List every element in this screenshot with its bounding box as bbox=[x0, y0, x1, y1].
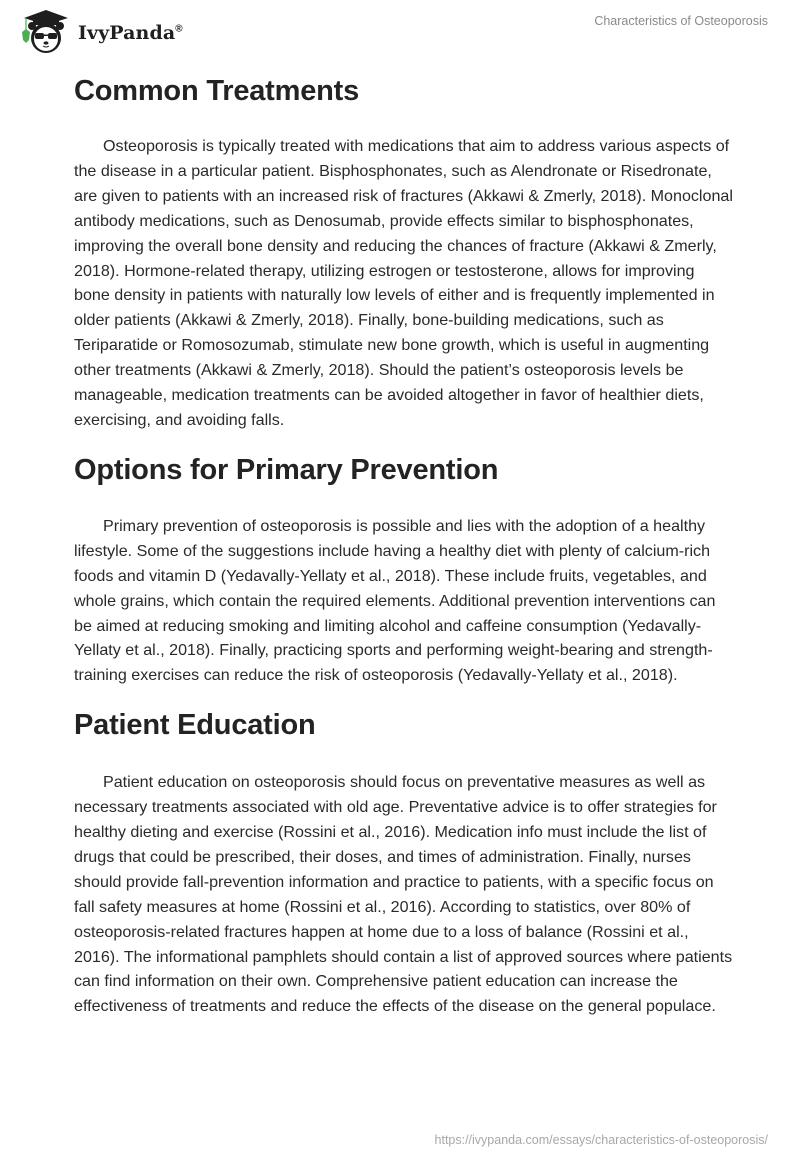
registered-mark: ® bbox=[175, 23, 183, 35]
section-heading: Common Treatments bbox=[74, 75, 360, 107]
page-header bbox=[0, 0, 800, 60]
section-heading: Patient Education bbox=[74, 709, 316, 742]
logo-wordmark bbox=[78, 22, 183, 44]
section-heading: Options for Primary Prevention bbox=[74, 453, 499, 486]
ivypanda-logo[interactable] bbox=[18, 8, 183, 56]
panda-graduate-icon bbox=[18, 8, 74, 56]
source-url[interactable]: https://ivypanda.com/essays/characteristics-of-osteoporosis/ bbox=[434, 1133, 768, 1147]
section-common-treatments bbox=[74, 70, 734, 433]
section-paragraph: Patient education on osteoporosis should focus on preventative measures as well as necessary treatments associated with old age. Preventative advice is to offer strategies for healthy dieting and exercise (Rossini et al., 2016). Medication info must include the list of drugs that could be prescribed, their doses, and times of administration. Finally, nurses should provide fall-prevention information and practice to patients, with a specific focus on fall safety measures at home (Rossini et al., 2016). According to statistics, over 80% of osteoporosis-related fractures happen at home due to a loss of balance (Rossini et al., 2016). The informational pamphlets should contain a list of approved sources where patients can find information on their own. Comprehensive patient education can increase the effectiveness of treatments and reduce the effects of the disease on the general populace. bbox=[74, 773, 733, 1016]
section-patient-education bbox=[74, 704, 734, 1019]
document-title: Characteristics of Osteoporosis bbox=[594, 14, 768, 28]
section-paragraph: Primary prevention of osteoporosis is possible and lies with the adoption of a healthy lifestyle. Some of the suggestions include having a healthy diet with plenty of calcium-rich foods and vitamin D (Yedavally-Yellaty et al., 2018). These include fruits, vegetables, and whole grains, which contain the required elements. Additional prevention interventions can be aimed at reducing smoking and limiting alcohol and caffeine consumption (Yedavally-Yellaty et al., 2018). Finally, practicing sports and performing weight-bearing and strength-training exercises can reduce the risk of osteoporosis (Yedavally-Yellaty et al., 2018). bbox=[74, 516, 716, 685]
essay-content bbox=[74, 70, 734, 1019]
section-primary-prevention bbox=[74, 449, 734, 688]
section-paragraph: Osteoporosis is typically treated with medications that aim to address various aspects of the disease in a particular patient. Bisphosphonates, such as Alendronate or Risedronate, are given to patients with an increased risk of fractures (Akkawi & Zmerly, 2018). Monoclonal antibody medications, such as Denosumab, provide effects similar to bisphosphonates, improving the overall bone density and reducing the chances of fracture (Akkawi & Zmerly, 2018). Hormone-related therapy, utilizing estrogen or testosterone, allows for improving bone density in patients with naturally low levels of either and is frequently implemented in older patients (Akkawi & Zmerly, 2018). Finally, bone-building medications, such as Teriparatide or Romosozumab, stimulate new bone growth, which is useful in augmenting other treatments (Akkawi & Zmerly, 2018). Should the patient’s osteoporosis levels be manageable, medication treatments can be avoided altogether in favor of healthier diets, exercising, and avoiding falls. bbox=[74, 137, 733, 429]
logo-text: IvyPanda bbox=[78, 22, 176, 44]
